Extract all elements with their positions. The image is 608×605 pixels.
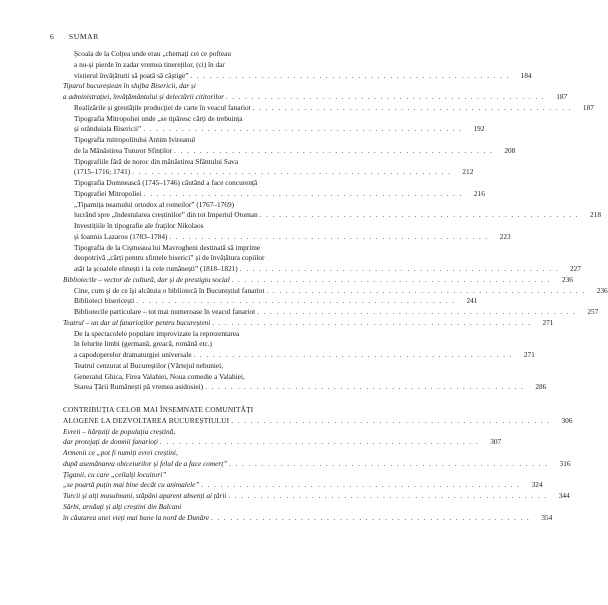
toc-subsection[interactable] [63,135,516,157]
toc-page-number: 236 [596,285,608,295]
toc-entry-title [74,49,512,81]
dot-leader: . . . . . . . . . . . . . . . . . . . . . . . . . . . . . . . . . . . . . . . . . . . . . . . . . . [231,415,551,425]
toc-entry-line [74,210,581,221]
toc-entry-text: în căutarea unei vieți mai bune la nord de Dunăre [63,512,210,522]
toc-subsection[interactable] [63,199,601,222]
toc-entry-line [74,307,578,318]
toc-entry-title [74,178,465,200]
toc-entry-line [63,513,532,524]
toc-subsection[interactable] [63,285,608,297]
toc-page-number: 218 [590,210,601,220]
toc-entry-line [63,92,547,103]
toc-entry-title [74,157,453,179]
toc-entry-text: dar protejați de domnii fanarioți [63,437,158,447]
toc-section[interactable] [63,274,573,286]
toc-entry-line [74,189,465,200]
toc-subsection[interactable] [63,328,535,361]
dot-leader: . . . . . . . . . . . . . . . . . . . . . . . . . . . . . . . . . . . . . . . . . . . . . . . . . . [228,491,548,500]
toc-page-number: 257 [587,307,599,316]
toc-subsection[interactable] [63,113,485,136]
toc-entry-title [63,81,547,103]
toc-entry-text: vistierul învățăturii să poată să câștige” [74,70,189,80]
toc-entry-line [63,437,481,448]
toc-entry-line: Tiparul bucureștean în slujba Bisericii, dar și [63,81,196,91]
dot-leader: . . . . . . . . . . . . . . . . . . . . . . . . . . . . . . . . . . . . . . . . . . . . . . . . . . [169,231,489,241]
toc-entry-line: Tipografia Mitropoliei unde „se tipăresc cărți de trebuința [74,113,243,123]
toc-chapter[interactable] [63,405,573,427]
dot-leader: . . . . . . . . . . . . . . . . . . . . . . . . . . . . . . . . . . . . . . . . . . . . . . . . . . [231,274,551,284]
toc-subsection[interactable] [63,49,532,81]
toc-entry-text: Bibliotecile – vector de cultură, dar și de prestigiu social [63,274,230,284]
toc-entry-text: (1715–1716; 1741) [74,167,131,177]
toc-page-number: 271 [523,350,535,359]
dot-leader: . . . . . . . . . . . . . . . . . . . . . . . . . . . . . . . . . . . . . . . . . . . . . . . . . . [132,167,452,177]
toc-subsection[interactable] [63,178,485,200]
toc-entry-line [63,416,552,427]
toc-entry-title [74,329,515,361]
toc-entry-text: lucrând spre „îndestularea creștinilor” din tot Imperiul Otoman [74,210,258,220]
toc-entry-line: Teatrul cenzurat al Bucureștilor (Vârtejul nebuniei, [74,360,224,370]
toc-entry-line [74,167,453,178]
dot-leader: . . . . . . . . . . . . . . . . . . . . . . . . . . . . . . . . . . . . . . . . . . . . . . . . . . [201,480,521,490]
toc-entry-title [63,448,551,470]
toc-entry-line [63,480,523,491]
toc-entry-line: Tipografiile fără de noroc din mănăstirea Sfântului Sava [74,156,239,166]
toc-entry-line [74,382,526,393]
dot-leader: . . . . . . . . . . . . . . . . . . . . . . . . . . . . . . . . . . . . . . . . . . . . . . . . . . [266,285,586,295]
toc-page-number: 271 [542,317,554,327]
toc-entry-title [63,470,523,492]
toc-subsection[interactable] [63,242,581,275]
toc-page-number: 307 [490,437,502,447]
toc-page-number: 286 [535,382,547,392]
toc-entry-line [74,71,512,82]
toc-entry-text: ALOGENE LA DEZVOLTAREA BUCUREȘTIULUI [63,415,230,425]
toc-section[interactable] [63,469,543,492]
toc-entry-title [63,405,552,427]
dot-leader: . . . . . . . . . . . . . . . . . . . . . . . . . . . . . . . . . . . . . . . . . . . . . . . . . . [143,188,463,198]
section-gap [63,393,359,405]
running-title: SUMAR [68,32,99,41]
toc-page-number: 306 [561,415,573,425]
toc-entry-text: după asemănarea obiceiurilor și felul de a face comerț” [63,458,228,468]
dot-leader: . . . . . . . . . . . . . . . . . . . . . . . . . . . . . . . . . . . . . . . . . . . . . . . . . . [174,145,494,155]
toc-entry-title [63,427,481,449]
toc-entry-line: CONTRIBUȚIA CELOR MAI ÎNSEMNATE COMUNITĂȚI [63,405,254,414]
toc-entry-line: Sârbi, arnăuți și alți creștini din Balcani [63,501,182,511]
toc-entry-line: „Tiparnița neamului ortodox al romeilor” (1767–1769) [74,199,235,209]
toc-entry-line: Țiganii, cu care „ceilalți locuitori” [63,469,167,479]
toc-entry-text: de la Mănăstirea Tuturor Sfinților [74,145,173,155]
toc-subsection[interactable] [63,156,474,179]
toc-entry-text: Turcii și alți musulmani, stăpâni aparent absenți ai țării [63,491,227,500]
page-number: 6 [50,32,55,41]
toc-entry-line: Armenii ce „pot fi numiți evrei creștini, [63,448,178,457]
toc-entry-title [74,361,526,393]
toc-entry-text: și Ioannis Lazarou (1783–1784) [74,231,168,241]
toc-entry-title [74,221,491,243]
toc-entry-line: deopotrivă „cărți pentru sfintele biserici” și de învățătura copiilor [74,253,265,263]
toc-entry-title [63,318,533,329]
dot-leader: . . . . . . . . . . . . . . . . . . . . . . . . . . . . . . . . . . . . . . . . . . . . . . . . . . [225,92,546,101]
toc-entry-line: Generalul Ghica, Firea Valahiei, Noua comedie a Valahiei, [74,371,245,381]
toc-entry-line [74,124,464,135]
dot-leader: . . . . . . . . . . . . . . . . . . . . . . . . . . . . . . . . . . . . . . . . . . . . . . . . . . [143,124,463,134]
dot-leader: . . . . . . . . . . . . . . . . . . . . . . . . . . . . . . . . . . . . . . . . . . . . . . . . . . [229,458,549,468]
dot-leader: . . . . . . . . . . . . . . . . . . . . . . . . . . . . . . . . . . . . . . . . . . . . . . . . . . [239,264,559,273]
toc-entry-line: De la spectacolele populare improvizate la reprezentarea [74,328,240,338]
toc-section[interactable] [63,317,554,329]
toc-page-number: 187 [582,102,594,112]
toc-entry-line: Investițiile în tipografie ale fraților Nikolaos [74,221,204,230]
toc-entry-title [74,200,581,222]
toc-page-number: 192 [473,124,485,134]
toc-entry-line [74,286,588,297]
toc-entry-line [63,491,550,502]
toc-entry-text: Bibliotecile particulare – tot mai numeroase în veacul fanariot [74,307,256,316]
toc-entry-text: a administrației, învățământului și delectării cititorilor [63,92,224,101]
toc-subsection[interactable] [63,102,594,114]
toc-entry-line: Tipografia de la Cișmeaua lui Mavrogheni destinată să imprime [74,242,261,252]
toc-page-number: 316 [559,458,571,468]
running-header [50,32,99,41]
toc-page-number: 208 [504,145,516,155]
toc-page-number: 344 [558,491,570,500]
toc-entry-line [74,296,457,307]
toc-page-number: 187 [556,92,568,101]
toc-subsection[interactable] [63,307,599,318]
toc-entry-text: Biblioteci bisericești [74,296,135,306]
toc-entry-text: Tipografiei Mitropoliei [74,188,142,198]
toc-entry-line: a nu-și pierde în zadar vremea tinereților, (ci) în dar [74,59,225,69]
toc-entry-title [74,307,578,318]
toc-entry-text: a capodoperelor dramaturgiei universale [74,350,192,359]
toc-entry-text: Teatrul – un dar al fanarioților pentru bucureșteni [63,317,211,327]
toc-page-number: 184 [520,70,532,80]
dot-leader: . . . . . . . . . . . . . . . . . . . . . . . . . . . . . . . . . . . . . . . . . . . . . . . . . . [211,512,531,522]
toc-entry-text: Starea Țării Rumânești pă vremea asidosiei) [74,382,204,392]
toc-page-number: 354 [541,512,553,522]
toc-page-number: 227 [569,264,581,273]
table-of-contents [63,49,608,523]
toc-entry-line: Evreii – hărțuiți de populația creștină, [63,426,176,436]
toc-entry-title [63,502,532,524]
toc-entry-line [74,146,495,157]
toc-entry-title [63,275,553,286]
dot-leader: . . . . . . . . . . . . . . . . . . . . . . . . . . . . . . . . . . . . . . . . . . . . . . . . . . [190,70,510,80]
dot-leader: . . . . . . . . . . . . . . . . . . . . . . . . . . . . . . . . . . . . . . . . . . . . . . . . . . [212,317,532,327]
dot-leader: . . . . . . . . . . . . . . . . . . . . . . . . . . . . . . . . . . . . . . . . . . . . . . . . . . [160,437,480,447]
toc-section[interactable] [63,448,571,470]
toc-entry-title [74,114,464,136]
toc-entry-line [63,459,551,470]
toc-entry-title [74,243,561,275]
toc-page-number: 324 [531,480,543,490]
toc-entry-line [74,350,515,361]
toc-entry-title [74,103,574,114]
dot-leader: . . . . . . . . . . . . . . . . . . . . . . . . . . . . . . . . . . . . . . . . . . . . . . . . . . [252,102,572,112]
toc-entry-text: Realizările și greutățile producției de carte în veacul fanariot [74,102,251,112]
toc-entry-line: Tipografia mitropolitului Antim Ivireanul [74,135,196,144]
toc-page-number: 223 [499,231,511,241]
dot-leader: . . . . . . . . . . . . . . . . . . . . . . . . . . . . . . . . . . . . . . . . . . . . . . . . . . [257,307,577,316]
toc-entry-text: Cine, cum și de ce își alcătuia o bibliotecă în Bucureștiul fanariot [74,285,265,295]
toc-entry-line: Tipografia Domnească (1745–1746) căutând a face concurență [74,178,258,187]
toc-entry-line: Școala de la Colțea unde erau „chemați cei ce pofteau [74,49,232,58]
toc-entry-line [74,264,561,275]
toc-entry-title [74,286,588,297]
dot-leader: . . . . . . . . . . . . . . . . . . . . . . . . . . . . . . . . . . . . . . . . . . . . . . . . . . [193,350,513,359]
toc-entry-title [63,491,550,502]
toc-page-number: 212 [462,167,474,177]
toc-entry-text: atât la școalele elinești i la cele rumânești” (1818–1821) [74,264,238,273]
toc-section[interactable] [63,491,570,502]
toc-page-number: 241 [466,296,478,306]
toc-entry-title [74,296,457,307]
dot-leader: . . . . . . . . . . . . . . . . . . . . . . . . . . . . . . . . . . . . . . . . . . . . . . . . . . [136,296,456,306]
toc-section[interactable] [63,81,568,103]
toc-subsection[interactable] [63,360,547,393]
dot-leader: . . . . . . . . . . . . . . . . . . . . . . . . . . . . . . . . . . . . . . . . . . . . . . . . . . [205,382,525,392]
toc-subsection[interactable] [63,221,511,243]
toc-entry-line [63,275,553,286]
toc-section[interactable] [63,426,502,449]
toc-entry-line [74,103,574,114]
toc-page-number: 216 [473,188,485,198]
toc-entry-line [63,318,533,329]
dot-leader: . . . . . . . . . . . . . . . . . . . . . . . . . . . . . . . . . . . . . . . . . . . . . . . . . . [259,210,579,220]
toc-entry-text: „se poartă puțin mai bine decât cu animalele” [63,480,200,490]
toc-entry-line [74,232,491,243]
toc-section[interactable] [63,501,553,524]
toc-entry-line: în felurite limbi (germană, greacă, română etc.) [74,339,212,349]
toc-subsection[interactable] [63,296,478,307]
toc-entry-text: și orânduiala Bisericii” [74,124,142,134]
toc-page-number: 236 [561,274,573,284]
toc-entry-title [74,135,495,157]
